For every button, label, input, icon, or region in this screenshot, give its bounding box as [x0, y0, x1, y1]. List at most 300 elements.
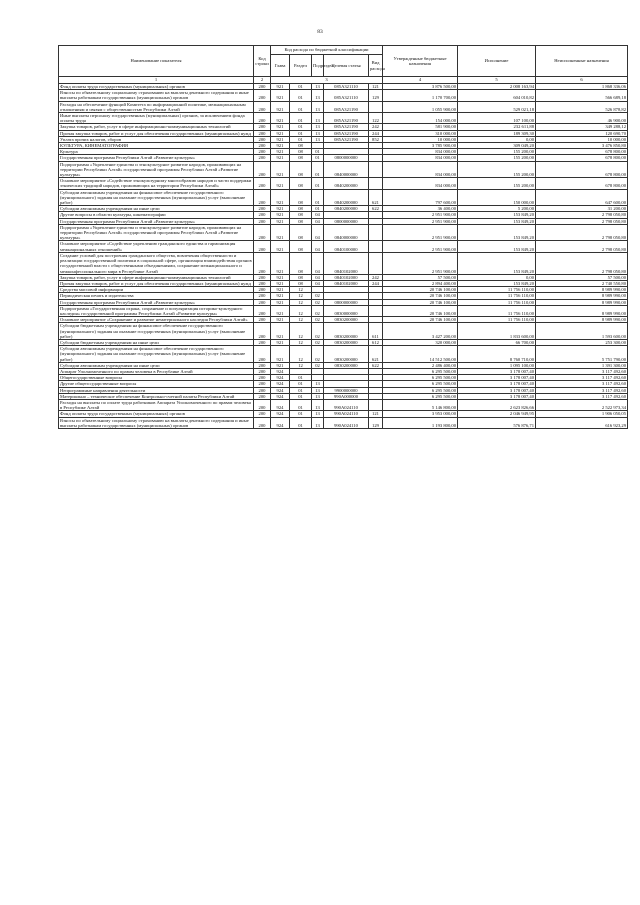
- row-subsection: 13: [312, 124, 324, 130]
- row-section: 08: [290, 149, 312, 155]
- header-executed: Исполнение: [458, 46, 536, 77]
- row-article: 0840100000: [324, 241, 369, 252]
- row-article: 0840200000: [324, 178, 369, 189]
- row-name: Государственная программа Республики Алтай «Развитие культуры»: [59, 155, 254, 161]
- row-chief: 921: [271, 317, 290, 323]
- row-section: 01: [290, 101, 312, 112]
- row-code: 200: [254, 399, 271, 410]
- row-code: 200: [254, 124, 271, 130]
- row-article: 0840102000: [324, 274, 369, 280]
- row-executed: 2 008 163,94: [458, 84, 536, 90]
- table-row: [59, 101, 628, 112]
- row-chief: 921: [271, 212, 290, 218]
- row-unexecuted: 8 989 990,00: [536, 287, 628, 293]
- row-kind: [369, 399, 383, 410]
- row-code: 200: [254, 189, 271, 206]
- row-name: Взносы по обязательному социальному страхованию на выплаты денежного содержания и иные выплаты работникам государственных (муниципальных) органов: [59, 417, 254, 428]
- row-chief: 921: [271, 293, 290, 299]
- row-code: 200: [254, 252, 271, 274]
- row-unexecuted: 3 117 492,60: [536, 375, 628, 381]
- row-code: 200: [254, 113, 271, 124]
- row-executed: 3 178 007,40: [458, 368, 536, 374]
- row-section: 12: [290, 287, 312, 293]
- row-approved: 20 746 100,00: [383, 287, 458, 293]
- row-subsection: 04: [312, 280, 324, 286]
- row-approved: 2 486 400,00: [383, 362, 458, 368]
- row-kind: [369, 305, 383, 316]
- row-unexecuted: 3 117 492,60: [536, 368, 628, 374]
- row-subsection: 02: [312, 362, 324, 368]
- row-subsection: 01: [312, 206, 324, 212]
- row-chief: 921: [271, 280, 290, 286]
- row-unexecuted: 2 798 050,80: [536, 252, 628, 274]
- row-subsection: 02: [312, 317, 324, 323]
- row-approved: 2 951 900,00: [383, 212, 458, 218]
- row-section: 01: [290, 393, 312, 399]
- row-kind: [369, 241, 383, 252]
- row-kind: 621: [369, 189, 383, 206]
- table-row: [59, 113, 628, 124]
- header-subsection: Подраздел: [312, 55, 324, 77]
- row-executed: 155 200,00: [458, 149, 536, 155]
- row-kind: 622: [369, 362, 383, 368]
- row-executed: 2 046 949,95: [458, 411, 536, 417]
- row-executed: 66 700,00: [458, 339, 536, 345]
- row-code: 200: [254, 218, 271, 224]
- row-executed: 3 178 007,40: [458, 375, 536, 381]
- row-name: Уплата прочих налогов, сборов: [59, 136, 254, 142]
- table-row: [59, 178, 628, 189]
- row-chief: 924: [271, 381, 290, 387]
- row-approved: 797 600,00: [383, 189, 458, 206]
- row-subsection: 01: [312, 149, 324, 155]
- row-unexecuted: 566 689,18: [536, 90, 628, 101]
- row-unexecuted: 1 391 300,00: [536, 362, 628, 368]
- row-approved: 3 785 900,00: [383, 143, 458, 149]
- row-section: 08: [290, 189, 312, 206]
- row-unexecuted: 678 800,00: [536, 149, 628, 155]
- row-article: 0840000000: [324, 224, 369, 241]
- row-chief: 924: [271, 368, 290, 374]
- row-chief: 921: [271, 274, 290, 280]
- row-executed: 0,00: [458, 274, 536, 280]
- row-approved: 6 295 500,00: [383, 375, 458, 381]
- row-kind: 242: [369, 274, 383, 280]
- row-kind: [369, 178, 383, 189]
- row-section: 12: [290, 317, 312, 323]
- row-executed: 0,00: [458, 136, 536, 142]
- row-subsection: 04: [312, 241, 324, 252]
- row-subsection: 04: [312, 274, 324, 280]
- header-kind: Вид расхода: [369, 55, 383, 77]
- row-subsection: 13: [312, 101, 324, 112]
- row-subsection: 04: [312, 212, 324, 218]
- row-unexecuted: 46 900,00: [536, 113, 628, 124]
- row-approved: 20 746 100,00: [383, 293, 458, 299]
- row-section: 01: [290, 387, 312, 393]
- row-unexecuted: 526 878,82: [536, 101, 628, 112]
- row-code: 200: [254, 84, 271, 90]
- row-article: 0800000000: [324, 218, 369, 224]
- row-approved: 2 894 400,00: [383, 280, 458, 286]
- row-name: Фонд оплаты труда государственных (муниципальных) органов: [59, 411, 254, 417]
- row-subsection: 02: [312, 339, 324, 345]
- column-index: 4: [383, 77, 458, 84]
- row-kind: 611: [369, 323, 383, 340]
- row-code: 200: [254, 323, 271, 340]
- row-unexecuted: 349 288,12: [536, 124, 628, 130]
- row-chief: 921: [271, 339, 290, 345]
- row-kind: 129: [369, 417, 383, 428]
- row-section: 01: [290, 381, 312, 387]
- budget-execution-table: [58, 45, 628, 429]
- row-code: 200: [254, 130, 271, 136]
- header-article: Целевая статья: [324, 55, 369, 77]
- row-unexecuted: 120 690,70: [536, 130, 628, 136]
- row-section: 01: [290, 113, 312, 124]
- row-unexecuted: 8 989 990,00: [536, 293, 628, 299]
- column-index: 6: [536, 77, 628, 84]
- row-name: Субсидии автономным учреждениям на иные цели: [59, 362, 254, 368]
- row-unexecuted: 2 798 050,80: [536, 218, 628, 224]
- row-code: 200: [254, 299, 271, 305]
- row-name: Культура: [59, 149, 254, 155]
- row-chief: 921: [271, 155, 290, 161]
- row-executed: 11 756 110,00: [458, 287, 536, 293]
- row-section: 08: [290, 161, 312, 178]
- header-chief: Глава: [271, 55, 290, 77]
- row-name: Субсидии бюджетным учреждениям на финансовое обеспечение государственного (муниципального) задания на оказание государственных (муниципальных) услуг (выполнение работ): [59, 323, 254, 340]
- row-section: 08: [290, 252, 312, 274]
- row-code: 200: [254, 274, 271, 280]
- row-approved: 1 193 800,00: [383, 417, 458, 428]
- row-kind: 121: [369, 84, 383, 90]
- row-article: 085А321190: [324, 101, 369, 112]
- row-section: 01: [290, 136, 312, 142]
- row-article: 085А321190: [324, 124, 369, 130]
- row-approved: 3 876 500,00: [383, 84, 458, 90]
- row-section: 01: [290, 411, 312, 417]
- row-name: Подпрограмма «Государственная охрана, сохранение и популяризация историко-культурного наследия» государственной программы Республики Алтай «Развитие культуры»: [59, 305, 254, 316]
- row-chief: 921: [271, 124, 290, 130]
- row-code: 200: [254, 381, 271, 387]
- row-code: 200: [254, 339, 271, 345]
- row-name: КУЛЬТУРА, КИНЕМАТОГРАФИЯ: [59, 143, 254, 149]
- row-executed: 155 200,00: [458, 155, 536, 161]
- row-section: 12: [290, 299, 312, 305]
- column-index: 2: [254, 77, 271, 84]
- row-code: 200: [254, 212, 271, 218]
- row-chief: 921: [271, 149, 290, 155]
- row-executed: 529 021,18: [458, 101, 536, 112]
- row-article: 990А024110: [324, 417, 369, 428]
- row-name: Государственная программа Республики Алтай «Развитие культуры»: [59, 218, 254, 224]
- row-unexecuted: 8 989 990,00: [536, 299, 628, 305]
- row-code: 200: [254, 101, 271, 112]
- table-row: [59, 224, 628, 241]
- row-chief: 921: [271, 136, 290, 142]
- row-approved: 2 951 900,00: [383, 218, 458, 224]
- row-kind: 121: [369, 411, 383, 417]
- row-subsection: 13: [312, 387, 324, 393]
- row-executed: 153 849,20: [458, 241, 536, 252]
- row-subsection: 04: [312, 224, 324, 241]
- row-name: Закупка товаров, работ, услуг в сфере информационно-коммуникационных технологий: [59, 124, 254, 130]
- row-approved: 834 000,00: [383, 178, 458, 189]
- row-name: Основное мероприятие «Содействие укреплению гражданского единства и гармонизация межнациональных отношений»: [59, 241, 254, 252]
- row-chief: 924: [271, 411, 290, 417]
- row-executed: 3 178 007,40: [458, 393, 536, 399]
- row-code: 200: [254, 90, 271, 101]
- row-approved: 20 746 100,00: [383, 317, 458, 323]
- row-code: 200: [254, 393, 271, 399]
- row-section: 12: [290, 305, 312, 316]
- row-subsection: 13: [312, 393, 324, 399]
- row-kind: 622: [369, 206, 383, 212]
- row-approved: 5 146 800,00: [383, 399, 458, 410]
- row-approved: 2 951 900,00: [383, 241, 458, 252]
- row-chief: 921: [271, 299, 290, 305]
- row-approved: 6 295 500,00: [383, 368, 458, 374]
- row-section: 01: [290, 84, 312, 90]
- row-subsection: 13: [312, 381, 324, 387]
- table-row: [59, 161, 628, 178]
- row-section: 12: [290, 362, 312, 368]
- row-name: Материально – техническое обеспечение Контрольно-счетной палаты Республики Алтай: [59, 393, 254, 399]
- row-chief: 921: [271, 362, 290, 368]
- row-name: Основное мероприятие «Содействие этнокультурному многообразию народов и части поддержки этнических традиций народов, проживающих на территории Республики Алтай»: [59, 178, 254, 189]
- table-row: [59, 417, 628, 428]
- row-unexecuted: 3 117 492,60: [536, 387, 628, 393]
- row-chief: 921: [271, 305, 290, 316]
- row-name: Расходы на выплаты по оплате труда работников Аппарата Уполномоченного по правам человека в Республике Алтай: [59, 399, 254, 410]
- row-code: 200: [254, 346, 271, 363]
- row-name: Субсидии бюджетным учреждениям на иные цели: [59, 339, 254, 345]
- row-chief: 921: [271, 161, 290, 178]
- row-code: 200: [254, 149, 271, 155]
- row-approved: 20 746 100,00: [383, 305, 458, 316]
- table-body: [59, 84, 628, 429]
- row-name: Средства массовой информации: [59, 287, 254, 293]
- row-chief: 921: [271, 218, 290, 224]
- row-chief: 924: [271, 387, 290, 393]
- row-kind: 612: [369, 339, 383, 345]
- row-approved: 10 000,00: [383, 136, 458, 142]
- row-name: Прочая закупка товаров, работ и услуг для обеспечения государственных (муниципальных) нужд: [59, 280, 254, 286]
- row-subsection: 13: [312, 113, 324, 124]
- row-article: 085А321190: [324, 136, 369, 142]
- row-approved: 154 000,00: [383, 113, 458, 124]
- row-code: 200: [254, 155, 271, 161]
- table-row: [59, 241, 628, 252]
- row-name: Создание условий для построения гражданского общества, вовлечения общественности и реализации государственной политики в социальной сфере, организация взаимодействия органов государственной власти с общественными объединениями, сохранение межнационального и межконфессионального мира в Республике Алтай: [60, 252, 252, 274]
- row-executed: 153 849,20: [458, 212, 536, 218]
- row-kind: 122: [369, 113, 383, 124]
- row-article: 0830200000: [324, 339, 369, 345]
- row-code: 200: [254, 293, 271, 299]
- row-executed: 11 756 110,00: [458, 293, 536, 299]
- row-code: 200: [254, 375, 271, 381]
- row-kind: [369, 101, 383, 112]
- row-name: Фонд оплаты труда государственных (муниципальных) органов: [59, 84, 254, 90]
- row-approved: 1 170 700,00: [383, 90, 458, 101]
- row-article: 0800000000: [324, 299, 369, 305]
- row-article: 0830200000: [324, 346, 369, 363]
- row-article: 0800000000: [324, 155, 369, 161]
- row-approved: 2 951 900,00: [383, 252, 458, 274]
- row-name: Непрограммные направления деятельности: [59, 387, 254, 393]
- row-code: 200: [254, 287, 271, 293]
- row-unexecuted: 5 751 790,00: [536, 346, 628, 363]
- row-section: 12: [290, 346, 312, 363]
- row-section: 12: [290, 323, 312, 340]
- row-executed: 1 095 100,00: [458, 362, 536, 368]
- row-section: 08: [290, 143, 312, 149]
- row-subsection: 02: [312, 323, 324, 340]
- row-chief: 921: [271, 101, 290, 112]
- row-approved: 834 000,00: [383, 161, 458, 178]
- row-unexecuted: 31 200,00: [536, 206, 628, 212]
- row-code: 200: [254, 136, 271, 142]
- row-article: 085А321110: [324, 84, 369, 90]
- row-approved: 834 000,00: [383, 149, 458, 155]
- row-executed: 189 309,30: [458, 130, 536, 136]
- table-row: [59, 252, 628, 274]
- row-chief: 921: [271, 287, 290, 293]
- row-executed: 11 756 110,00: [458, 299, 536, 305]
- row-chief: 921: [271, 224, 290, 241]
- row-section: 08: [290, 206, 312, 212]
- column-index: 1: [59, 77, 254, 84]
- row-subsection: 13: [312, 84, 324, 90]
- header-section: Раздел: [290, 55, 312, 77]
- row-section: 01: [290, 130, 312, 136]
- row-chief: 921: [271, 346, 290, 363]
- row-section: 01: [290, 124, 312, 130]
- row-article: 0830200000: [324, 323, 369, 340]
- row-name: Аппарат Уполномоченного по правам человека в Республике Алтай: [59, 368, 254, 374]
- row-subsection: 13: [312, 90, 324, 101]
- row-article: 0840200000: [324, 189, 369, 206]
- row-subsection: 02: [312, 299, 324, 305]
- column-index: 3: [271, 77, 383, 84]
- row-executed: 5 200,00: [458, 206, 536, 212]
- row-executed: 232 611,88: [458, 124, 536, 130]
- row-chief: 924: [271, 399, 290, 410]
- row-approved: 3 953 000,00: [383, 411, 458, 417]
- row-article: 0840102000: [324, 280, 369, 286]
- row-name: Другие общегосударственные вопросы: [59, 381, 254, 387]
- row-approved: 6 295 500,00: [383, 393, 458, 399]
- row-chief: 924: [271, 417, 290, 428]
- row-approved: 20 746 100,00: [383, 299, 458, 305]
- row-subsection: 13: [312, 411, 324, 417]
- row-subsection: 01: [312, 178, 324, 189]
- row-approved: 320 000,00: [383, 339, 458, 345]
- row-unexecuted: 678 800,00: [536, 161, 628, 178]
- row-unexecuted: 2 798 050,80: [536, 224, 628, 241]
- row-name: Расходы на обеспечение функций Комитета по информационной политике, межнациональным отношениям и связям с общественностью Республики Алтай: [59, 101, 254, 112]
- row-code: 200: [254, 417, 271, 428]
- row-article: 085А321190: [324, 130, 369, 136]
- row-executed: 8 760 710,00: [458, 346, 536, 363]
- row-name: Закупка товаров, работ, услуг в сфере информационно-коммуникационных технологий: [59, 274, 254, 280]
- table-row: [59, 399, 628, 410]
- row-executed: 576 876,71: [458, 417, 536, 428]
- header-name: Наименование показателя: [59, 46, 254, 77]
- row-article: 990А000000: [324, 393, 369, 399]
- row-subsection: 04: [312, 218, 324, 224]
- row-kind: 244: [369, 130, 383, 136]
- row-unexecuted: 1 906 050,05: [536, 411, 628, 417]
- row-executed: 153 849,20: [458, 252, 536, 274]
- row-section: 01: [290, 375, 312, 381]
- row-code: 200: [254, 241, 271, 252]
- row-section: 01: [290, 399, 312, 410]
- row-name: Субсидии автономным учреждениям на финансовое обеспечение государственного (муниципального) задания на оказание государственных (муниципальных) услуг (выполнение работ): [59, 189, 254, 206]
- row-name: Другие вопросы в области культуры, кинематографии: [59, 212, 254, 218]
- row-code: 200: [254, 387, 271, 393]
- row-executed: 155 200,00: [458, 161, 536, 178]
- row-executed: 107 100,00: [458, 113, 536, 124]
- table-row: [59, 90, 628, 101]
- row-unexecuted: 2 522 973,34: [536, 399, 628, 410]
- row-article: 085А321110: [324, 90, 369, 101]
- row-chief: 924: [271, 375, 290, 381]
- row-name: Субсидии автономным учреждениям на иные цели: [59, 206, 254, 212]
- row-subsection: 02: [312, 293, 324, 299]
- row-executed: 155 200,00: [458, 178, 536, 189]
- row-executed: 1 833 600,00: [458, 323, 536, 340]
- row-executed: 11 756 110,00: [458, 305, 536, 316]
- row-code: 200: [254, 317, 271, 323]
- row-code: 200: [254, 411, 271, 417]
- row-approved: 14 512 500,00: [383, 346, 458, 363]
- row-code: 200: [254, 368, 271, 374]
- row-executed: 309 049,20: [458, 143, 536, 149]
- column-index: 5: [458, 77, 536, 84]
- header-code: Код строки: [254, 46, 271, 77]
- row-chief: 921: [271, 178, 290, 189]
- row-unexecuted: 8 989 990,00: [536, 317, 628, 323]
- row-article: 0830000000: [324, 305, 369, 316]
- row-code: 200: [254, 161, 271, 178]
- row-kind: 852: [369, 136, 383, 142]
- row-name: Субсидии автономным учреждениям на финансовое обеспечение государственного (муниципального) задания на оказание государственных (муниципальных) услуг (выполнение работ): [59, 346, 254, 363]
- row-kind: 242: [369, 124, 383, 130]
- row-code: 200: [254, 178, 271, 189]
- row-executed: 11 756 110,00: [458, 317, 536, 323]
- header-classification: Код расхода по бюджетной классификации: [271, 46, 383, 55]
- row-unexecuted: 57 500,00: [536, 274, 628, 280]
- row-chief: 921: [271, 252, 290, 274]
- row-article: 085А321190: [324, 113, 369, 124]
- row-executed: 3 178 007,40: [458, 381, 536, 387]
- row-kind: 621: [369, 346, 383, 363]
- row-kind: [369, 252, 383, 274]
- row-subsection: 04: [312, 252, 324, 274]
- row-section: 01: [290, 90, 312, 101]
- row-subsection: 13: [312, 417, 324, 428]
- table-row: [59, 305, 628, 316]
- row-section: 08: [290, 274, 312, 280]
- page-number: 83: [317, 29, 323, 35]
- row-executed: 153 849,20: [458, 280, 536, 286]
- row-unexecuted: 1 868 336,06: [536, 84, 628, 90]
- row-executed: 2 623 826,66: [458, 399, 536, 410]
- row-chief: 921: [271, 206, 290, 212]
- row-unexecuted: 678 800,00: [536, 155, 628, 161]
